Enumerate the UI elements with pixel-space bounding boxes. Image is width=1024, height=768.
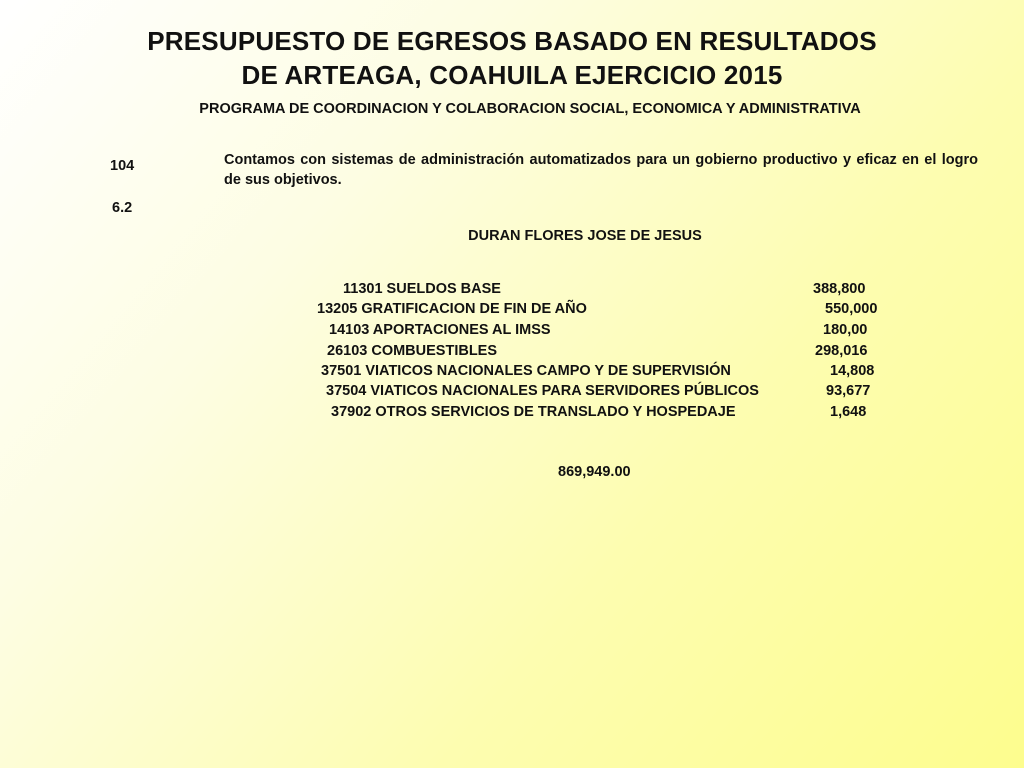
budget-item-concept: 14103 APORTACIONES AL IMSS — [329, 322, 551, 338]
budget-item-concept: 26103 COMBUESTIBLES — [327, 343, 498, 359]
program-code: 104 — [110, 158, 135, 174]
budget-item-concept: 37504 VIATICOS NACIONALES PARA SERVIDORES PÚBLICOS — [326, 383, 759, 399]
budget-item-amount: 550,000 — [825, 301, 878, 317]
budget-item-concept: 37501 VIATICOS NACIONALES CAMPO Y DE SUPERVISIÓN — [321, 363, 731, 379]
budget-item-amount: 180,00 — [823, 322, 868, 338]
program-subtitle: PROGRAMA DE COORDINACION Y COLABORACION SOCIAL, ECONOMICA Y ADMINISTRATIVA — [199, 101, 861, 117]
budget-item-amount: 1,648 — [830, 404, 867, 420]
budget-item-concept: 11301 SUELDOS BASE — [343, 281, 501, 297]
title-line-2: DE ARTEAGA, COAHUILA EJERCICIO 2015 — [241, 60, 783, 90]
component-code: 6.2 — [112, 200, 133, 216]
budget-item-amount: 93,677 — [826, 383, 871, 399]
budget-total: 869,949.00 — [558, 464, 631, 480]
budget-item-amount: 298,016 — [815, 343, 868, 359]
budget-item-concept: 13205 GRATIFICACION DE FIN DE AÑO — [317, 301, 587, 317]
budget-item-amount: 14,808 — [830, 363, 875, 379]
objective-description: Contamos con sistemas de administración automatizados para un gobierno productivo y eficaz en el logro de sus objetivos. — [224, 152, 978, 188]
title-line-1: PRESUPUESTO DE EGRESOS BASADO EN RESULTADOS — [147, 26, 877, 56]
budget-item-amount: 388,800 — [813, 281, 866, 297]
budget-item-concept: 37902 OTROS SERVICIOS DE TRANSLADO Y HOSPEDAJE — [331, 404, 736, 420]
responsible-name: DURAN FLORES JOSE DE JESUS — [468, 228, 702, 244]
